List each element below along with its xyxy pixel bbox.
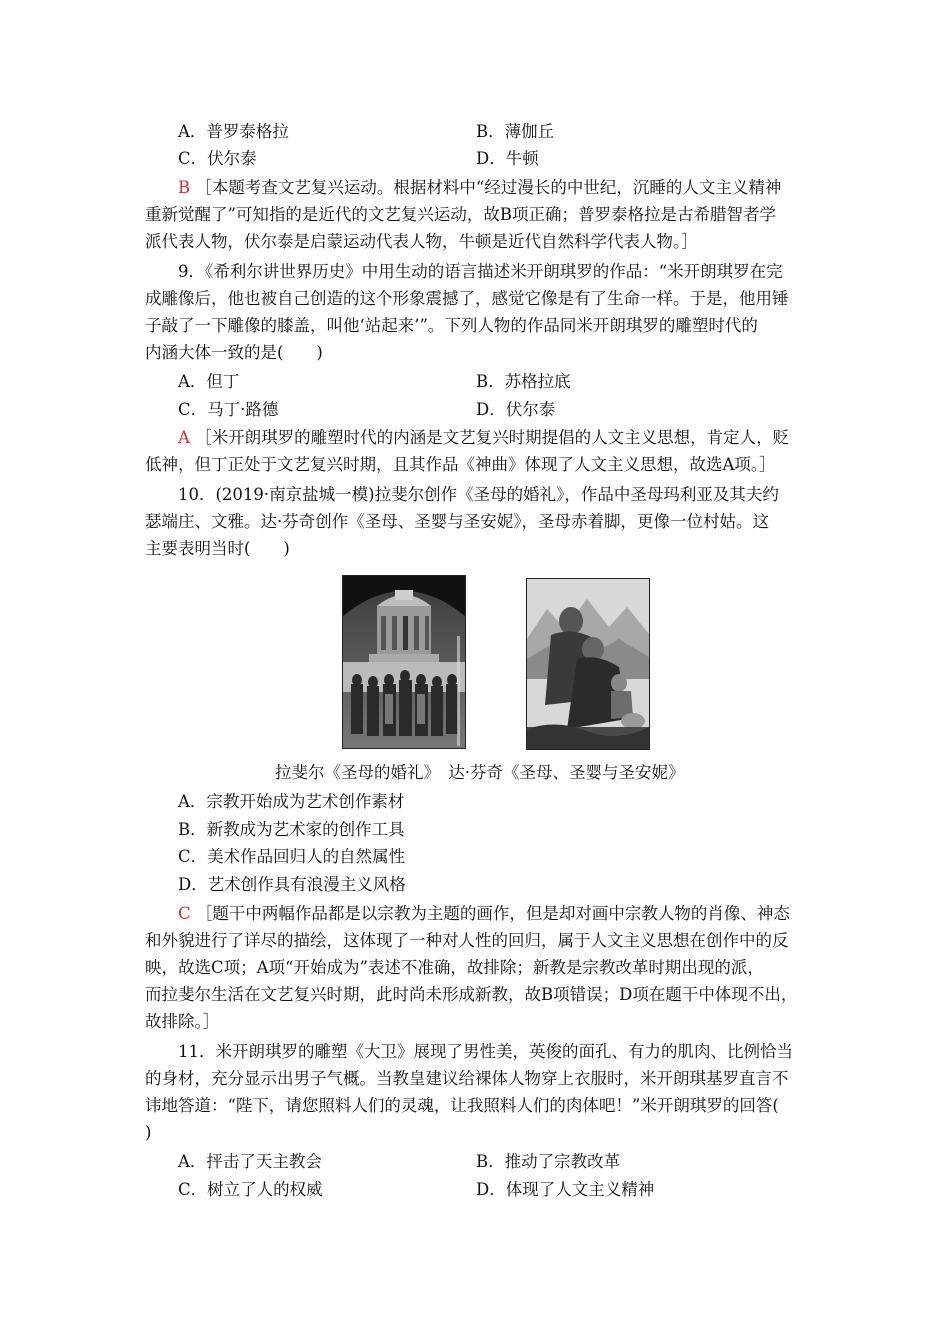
q11-stem-line-3: 讳地答道：“陛下，请您照料人们的灵魂，让我照料人们的肉体吧！”米开朗琪罗的回答(	[145, 1096, 779, 1115]
q10-explanation-line-5: 故排除。］	[145, 1012, 220, 1031]
q8-explanation-line-1: B ［本题考查文艺复兴运动。根据材料中“经过漫长的中世纪，沉睡的人文主义精神	[178, 178, 782, 197]
q9-explanation-line-1: A ［米开朗琪罗的雕塑时代的内涵是文艺复兴时期提倡的人文主义思想，肯定人，贬	[178, 428, 790, 447]
q8-option-b: B．薄伽丘	[476, 122, 555, 141]
q11-option-a: A．抨击了天主教会	[178, 1152, 322, 1171]
q9-option-d: D．伏尔泰	[476, 400, 556, 419]
q10-option-d: D．艺术创作具有浪漫主义风格	[178, 875, 406, 894]
q9-option-b: B．苏格拉底	[476, 372, 571, 391]
q11-option-b: B．推动了宗教改革	[476, 1152, 621, 1171]
q9-explanation-line-2: 低神，但丁正处于文艺复兴时期，且其作品《神曲》体现了人文主义思想，故选A项。］	[145, 455, 776, 474]
q10-stem-line-3: 主要表明当时( )	[145, 539, 290, 558]
q8-explanation-line-3: 派代表人物，伏尔泰是启蒙运动代表人物，牛顿是近代自然科学代表人物。］	[145, 232, 698, 251]
q10-explanation-line-3: 映，故选C项；A项“开始成为”表述不准确，故排除；新教是宗教改革时期出现的派，	[145, 958, 764, 977]
q9-option-a: A．但丁	[178, 372, 240, 391]
q8-option-d: D．牛顿	[476, 149, 539, 168]
q10-explanation-line-4: 而拉斐尔生活在文艺复兴时期，此时尚未形成新教，故B项错误；D项在题干中体现不出，	[145, 985, 798, 1004]
q11-option-c: C．树立了人的权威	[178, 1180, 323, 1199]
q10-stem-line-1: 10．(2019·南京盐城一模)拉斐尔创作《圣母的婚礼》，作品中圣母玛利亚及其夫约	[178, 485, 779, 504]
q10-option-a: A．宗教开始成为艺术创作素材	[178, 792, 405, 811]
q11-stem-line-4: )	[145, 1123, 152, 1142]
q8-explanation-line-2: 重新觉醒了”可知指的是近代的文艺复兴运动，故B项正确；普罗泰格拉是古希腊智者学	[145, 205, 777, 224]
q9-option-c: C．马丁·路德	[178, 400, 279, 419]
q10-option-c: C．美术作品回归人的自然属性	[178, 847, 406, 866]
q9-stem-line-3: 子敲了一下雕像的膝盖，叫他‘站起来’”。下列人物的作品同米开朗琪罗的雕塑时代的	[145, 316, 758, 335]
q11-stem-line-1: 11．米开朗琪罗的雕塑《大卫》展现了男性美，英俊的面孔、有力的肌肉、比例恰当	[178, 1042, 793, 1061]
q9-answer-letter: A	[178, 428, 190, 447]
q9-stem-line-1: 9．《希利尔讲世界历史》中用生动的语言描述米开朗琪罗的作品：“米开朗琪罗在完	[178, 262, 783, 281]
q10-explanation-line-2: 和外貌进行了详尽的描绘，这体现了一种对人性的回归，属于人文主义思想在创作中的反	[145, 931, 789, 950]
q8-option-c: C．伏尔泰	[178, 149, 257, 168]
q11-stem-line-2: 的身材，充分显示出男子气概。当教皇建议给裸体人物穿上衣服时，米开朗琪基罗直言不	[145, 1069, 789, 1088]
leonardo-painting-image	[526, 578, 650, 750]
q9-stem-line-4: 内涵大体一致的是( )	[145, 343, 323, 362]
figure-caption: 拉斐尔《圣母的婚礼》 达·芬奇《圣母、圣婴与圣安妮》	[275, 763, 685, 782]
q10-answer-letter: C	[178, 904, 191, 923]
q8-answer-letter: B	[178, 178, 191, 197]
q10-stem-line-2: 瑟端庄、文雅。达·芬奇创作《圣母、圣婴与圣安妮》，圣母赤着脚，更像一位村姑。这	[145, 512, 769, 531]
q8-option-a: A．普罗泰格拉	[178, 122, 289, 141]
q10-explanation-line-1: C ［题干中两幅作品都是以宗教为主题的画作，但是却对画中宗教人物的肖像、神态	[178, 904, 790, 923]
q11-option-d: D．体现了人文主义精神	[476, 1180, 655, 1199]
raphael-painting-image	[342, 575, 466, 749]
q10-option-b: B．新教成为艺术家的创作工具	[178, 820, 405, 839]
q9-stem-line-2: 成雕像后，他也被自己创造的这个形象震撼了，感觉它像是有了生命一样。于是，他用锤	[145, 289, 789, 308]
